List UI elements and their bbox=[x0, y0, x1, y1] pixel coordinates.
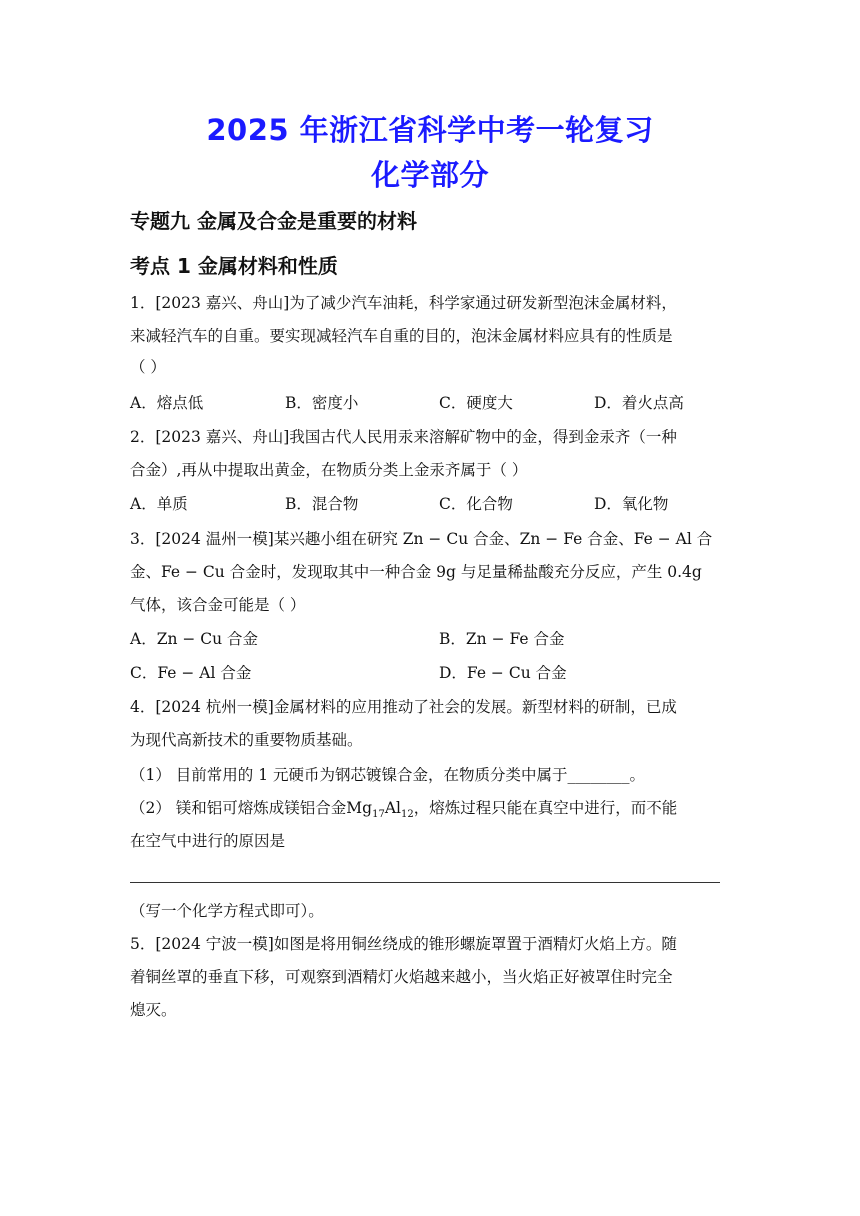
q3-line3: 气体，该合金可能是（ ） bbox=[130, 596, 306, 614]
q2-option-a: A．单质 bbox=[130, 495, 188, 513]
q3-option-c: C．Fe − Al 合金 bbox=[130, 664, 252, 682]
q2-line2: 合金）,再从中提取出黄金，在物质分类上金汞齐属于（ ） bbox=[130, 461, 528, 479]
q1-line2: 来减轻汽车的自重。要实现减轻汽车自重的目的，泡沫金属材料应具有的性质是 bbox=[130, 327, 673, 345]
document-title-line2: 化学部分 bbox=[370, 158, 489, 192]
q4-sub1: （1） 目前常用的 1 元硬币为钢芯镀镍合金，在物质分类中属于________。 bbox=[130, 766, 646, 784]
q4-note: （写一个化学方程式即可）。 bbox=[130, 902, 324, 920]
q4-line1: 4．[2024 杭州一模]金属材料的应用推动了社会的发展。新型材料的研制，已成 bbox=[130, 698, 677, 716]
q1-option-d: D．着火点高 bbox=[594, 394, 684, 412]
section-heading: 考点 1 金属材料和性质 bbox=[130, 254, 338, 278]
q3-option-b: B．Zn − Fe 合金 bbox=[439, 630, 565, 648]
q2-option-d: D．氧化物 bbox=[594, 495, 669, 513]
q5-line1: 5．[2024 宁波一模]如图是将用铜丝绕成的锥形螺旋罩置于酒精灯火焰上方。随 bbox=[130, 935, 677, 953]
q1-option-a: A．熔点低 bbox=[130, 394, 204, 412]
topic-heading: 专题九 金属及合金是重要的材料 bbox=[130, 209, 417, 233]
q3-option-d: D．Fe − Cu 合金 bbox=[439, 664, 567, 682]
q4-sub2 bbox=[130, 797, 677, 826]
q4-line2: 为现代高新技术的重要物质基础。 bbox=[130, 731, 363, 749]
q2-option-c: C．化合物 bbox=[439, 495, 513, 513]
q3-line1: 3．[2024 温州一模]某兴趣小组在研究 Zn − Cu 合金、Zn − Fe 合金、Fe − Al 合 bbox=[130, 530, 713, 548]
q3-line2: 金、Fe − Cu 合金时，发现取其中一种合金 9g 与足量稀盐酸充分反应，产生 0.4g bbox=[130, 563, 702, 581]
q1-line3: （ ） bbox=[130, 358, 166, 376]
q1-line1: 1．[2023 嘉兴、舟山]为了减少汽车油耗，科学家通过研发新型泡沫金属材料， bbox=[130, 294, 677, 312]
formula-al-subscript: 12 bbox=[400, 809, 414, 821]
q4-sub2-pre: （2） 镁和铝可熔炼成镁铝合金 bbox=[130, 799, 347, 817]
q1-option-b: B．密度小 bbox=[285, 394, 359, 412]
document-title-line1: 2025 年浙江省科学中考一轮复习 bbox=[206, 113, 654, 147]
q5-line3: 熄灭。 bbox=[130, 1001, 177, 1019]
formula-al: Al bbox=[384, 799, 401, 817]
formula-mg: Mg bbox=[346, 799, 373, 817]
q2-option-b: B．混合物 bbox=[285, 495, 359, 513]
q1-option-c: C．硬度大 bbox=[439, 394, 513, 412]
answer-blank-line bbox=[130, 882, 720, 883]
formula-mg-subscript: 17 bbox=[372, 809, 385, 821]
q5-line2: 着铜丝罩的垂直下移，可观察到酒精灯火焰越来越小，当火焰正好被罩住时完全 bbox=[130, 968, 673, 986]
q4-sub2-line2: 在空气中进行的原因是 bbox=[130, 832, 286, 850]
q4-sub2-post: ，熔炼过程只能在真空中进行，而不能 bbox=[413, 799, 678, 817]
q2-line1: 2．[2023 嘉兴、舟山]我国古代人民用汞来溶解矿物中的金，得到金汞齐（一种 bbox=[130, 428, 677, 446]
q3-option-a: A．Zn − Cu 合金 bbox=[130, 630, 259, 648]
